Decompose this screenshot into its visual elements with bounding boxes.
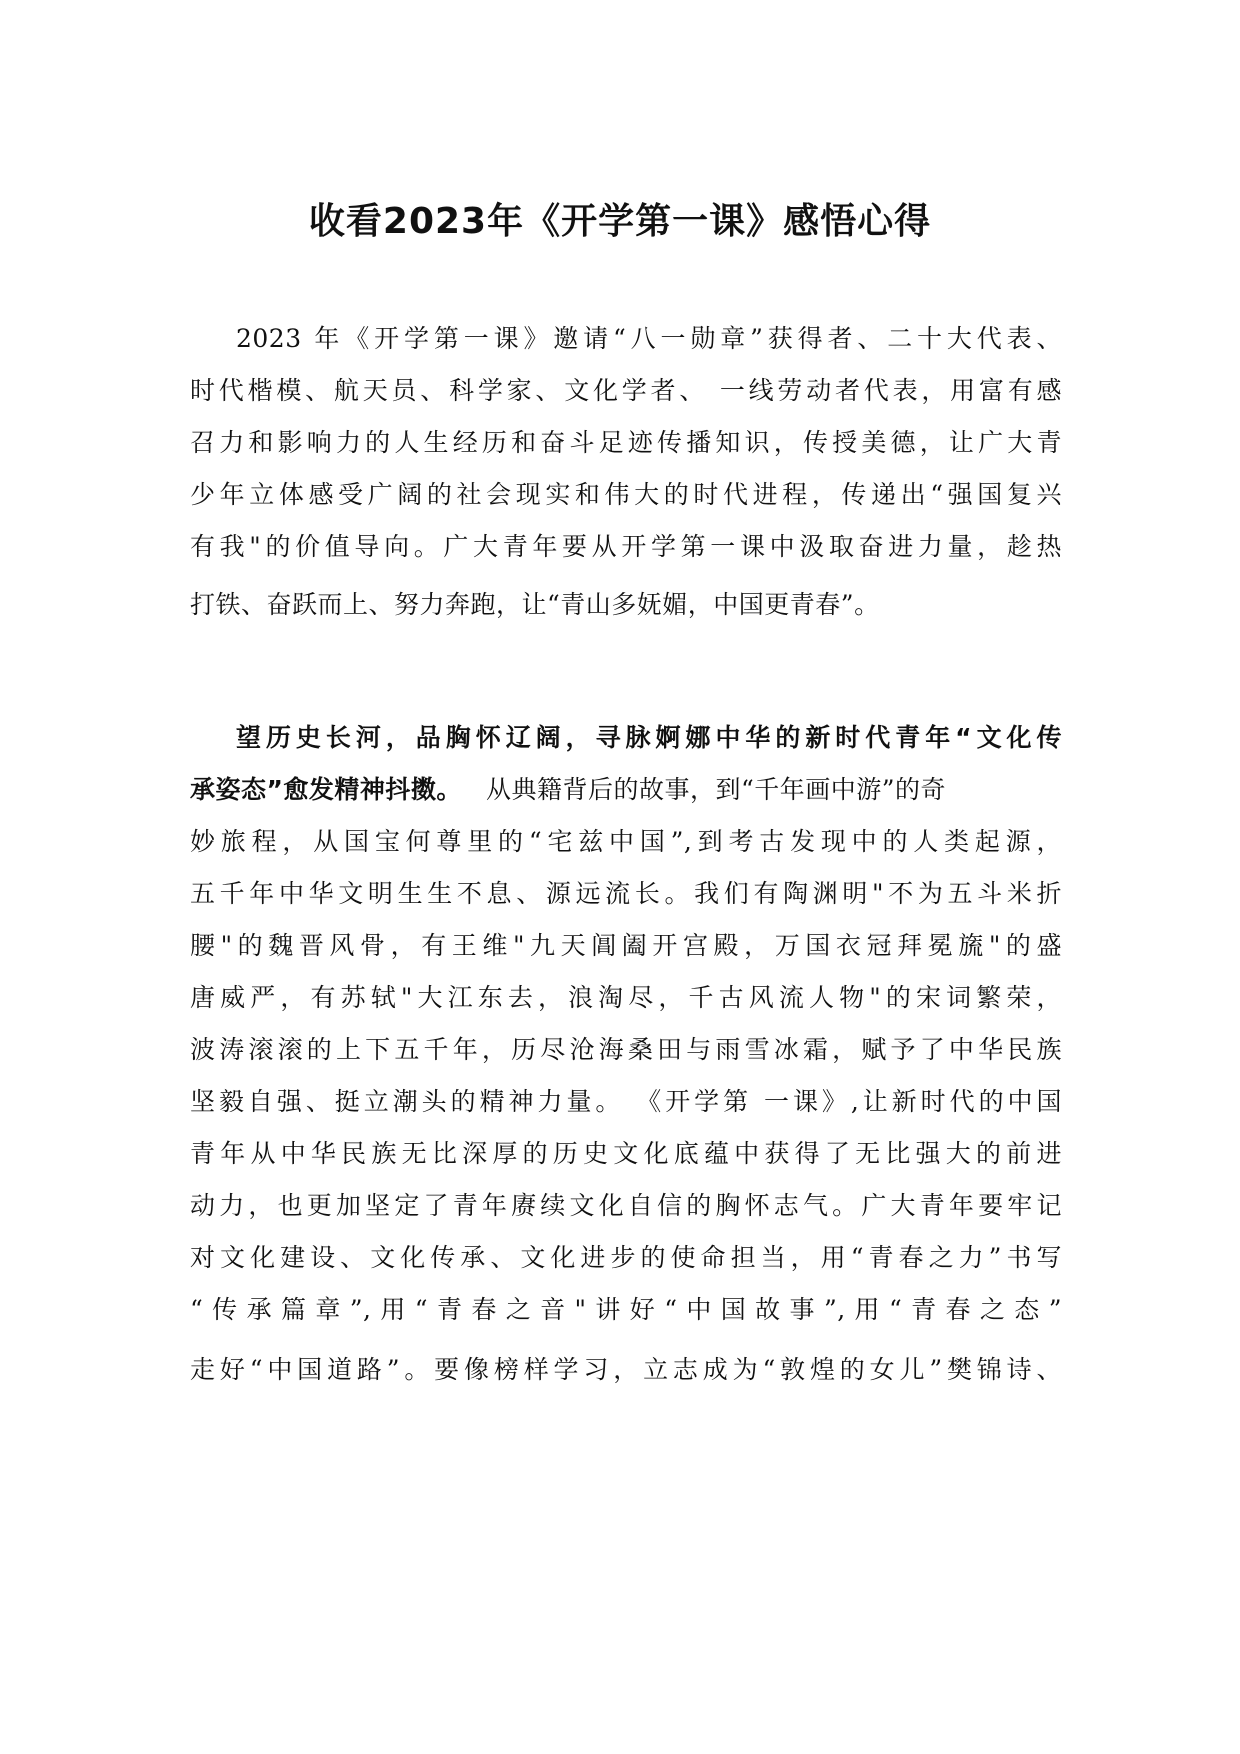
paragraph-2-line-5: 腰"的魏晋风骨，有王维"九天阊阖开宫殿，万国衣冠拜冕旒"的盛	[190, 931, 1062, 960]
paragraph-2-line-2	[190, 772, 1062, 808]
paragraph-1-line-3: 召力和影响力的人生经历和奋斗足迹传播知识，传授美德，让广大青	[190, 428, 1062, 457]
paragraph-1-line-4: 少年立体感受广阔的社会现实和伟大的时代进程，传递出“强国复兴	[190, 480, 1062, 509]
paragraph-1-line-2: 时代楷模、航天员、科学家、文化学者、 一线劳动者代表，用富有感	[190, 376, 1062, 405]
paragraph-2-heading-line-1: 望历史长河，品胸怀辽阔，寻脉婀娜中华的新时代青年“文化传	[236, 723, 1062, 752]
paragraph-2-line-2-rest: 从典籍背后的故事，到“千年画中游”的奇	[485, 775, 947, 804]
paragraph-2-heading-line-2: 承姿态”愈发精神抖擞。	[190, 775, 462, 804]
paragraph-1-line-1: 2023 年《开学第一课》邀请“八一勋章”获得者、二十大代表、	[236, 324, 1062, 353]
paragraph-2-line-9: 青年从中华民族无比深厚的历史文化底蕴中获得了无比强大的前进	[190, 1139, 1062, 1168]
paragraph-1-line-6: 打铁、奋跃而上、努力奔跑，让“青山多妩媚，中国更青春”。	[190, 590, 880, 619]
paragraph-2-line-8: 坚毅自强、挺立潮头的精神力量。 《开学第 一课》,让新时代的中国	[190, 1087, 1062, 1116]
paragraph-2-line-6: 唐威严，有苏轼"大江东去，浪淘尽，千古风流人物"的宋词繁荣，	[190, 983, 1062, 1012]
paragraph-2-line-10: 动力，也更加坚定了青年赓续文化自信的胸怀志气。广大青年要牢记	[190, 1191, 1062, 1220]
paragraph-2-line-7: 波涛滚滚的上下五千年，历尽沧海桑田与雨雪冰霜，赋予了中华民族	[190, 1035, 1062, 1064]
paragraph-2-line-13: 走好“中国道路”。要像榜样学习，立志成为“敦煌的女儿”樊锦诗、	[190, 1355, 1062, 1384]
paragraph-2-line-12: “传承篇章”,用“青春之音"讲好“中国故事”,用“青春之态”	[190, 1295, 1062, 1324]
paragraph-1-line-5: 有我"的价值导向。广大青年要从开学第一课中汲取奋进力量，趁热	[190, 532, 1062, 561]
document-title: 收看2023年《开学第一课》感悟心得	[308, 201, 932, 242]
paragraph-2-line-4: 五千年中华文明生生不息、源远流长。我们有陶渊明"不为五斗米折	[190, 879, 1062, 908]
paragraph-2-line-11: 对文化建设、文化传承、文化进步的使命担当，用“青春之力”书写	[190, 1243, 1062, 1272]
paragraph-2-line-3: 妙旅程，从国宝何尊里的“宅兹中国”,到考古发现中的人类起源，	[190, 827, 1062, 856]
